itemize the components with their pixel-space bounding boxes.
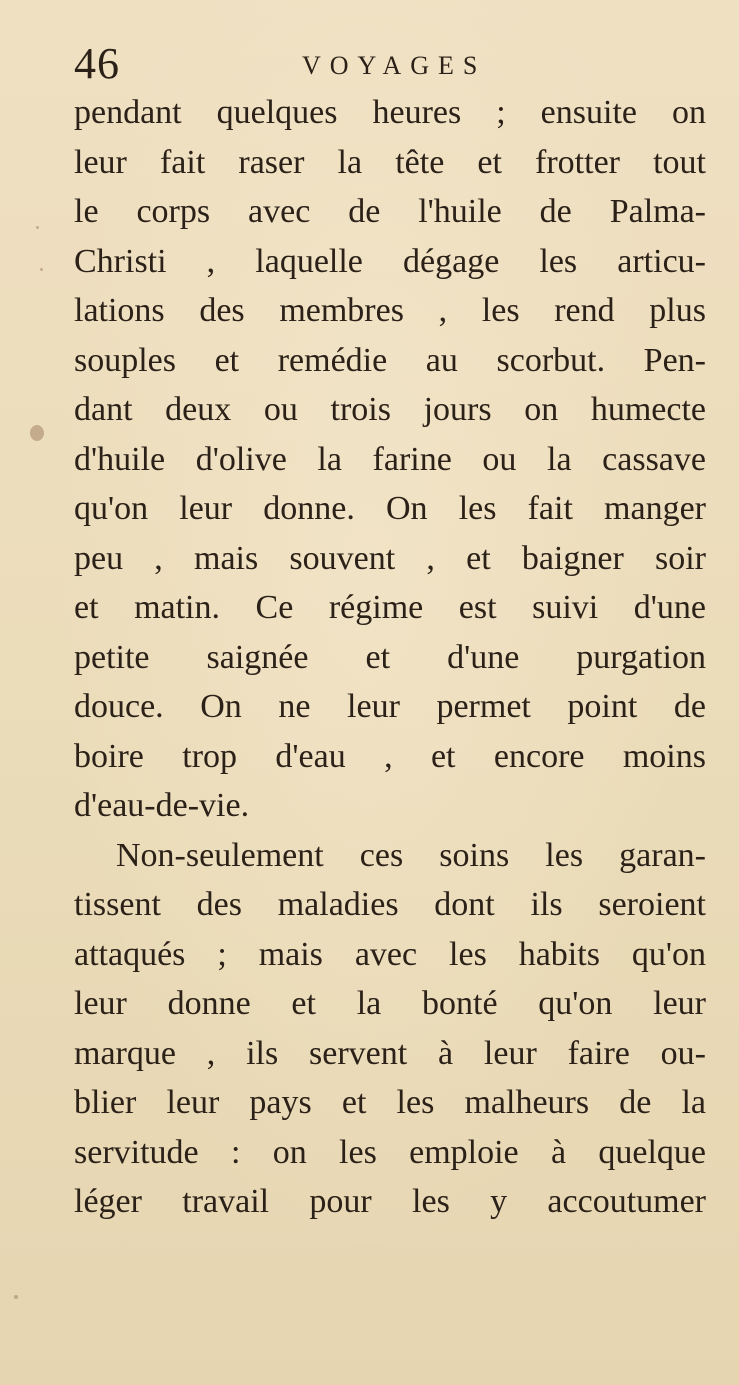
text-line: le corps avec de l'huile de Palma- <box>74 193 706 230</box>
text-line: lations des membres , les rend plus <box>74 292 706 329</box>
text-line: dant deux ou trois jours on humecte <box>74 391 706 428</box>
text-line: et matin. Ce régime est suivi d'une <box>74 589 706 626</box>
paper-spot <box>40 268 43 271</box>
text-line: attaqués ; mais avec les habits qu'on <box>74 935 706 973</box>
text-line: Christi , laquelle dégage les articu- <box>74 242 706 280</box>
text-line: Non-seulement ces soins les garan- <box>116 836 706 874</box>
text-line: peu , mais souvent , et baigner soir <box>74 539 706 577</box>
text-line: marque , ils servent à leur faire ou- <box>74 1034 706 1072</box>
body-text <box>74 88 706 1227</box>
text-line: leur donne et la bonté qu'on leur <box>74 985 706 1022</box>
text-line: d'eau-de-vie. <box>74 787 250 824</box>
text-line: blier leur pays et les malheurs de la <box>74 1084 706 1121</box>
text-line: souples et remédie au scorbut. Pen- <box>74 341 706 379</box>
text-line: boire trop d'eau , et encore moins <box>74 737 706 775</box>
page-number: 46 <box>74 39 120 88</box>
text-line: petite saignée et d'une purgation <box>74 638 706 676</box>
text-line: léger travail pour les y accoutumer <box>74 1183 706 1220</box>
running-title: VOYAGES <box>302 51 487 80</box>
text-line: leur fait raser la tête et frotter tout <box>74 143 706 181</box>
page-header <box>74 36 706 96</box>
text-line: tissent des maladies dont ils seroient <box>74 886 706 923</box>
paper-spot <box>36 226 39 229</box>
paper-spot <box>30 425 44 441</box>
text-line: d'huile d'olive la farine ou la cassave <box>74 440 706 478</box>
text-line: douce. On ne leur permet point de <box>74 688 706 725</box>
text-line: qu'on leur donne. On les fait manger <box>74 490 706 527</box>
paper-spot <box>14 1295 18 1299</box>
text-line: pendant quelques heures ; ensuite on <box>74 94 706 131</box>
text-line: servitude : on les emploie à quelque <box>74 1133 706 1171</box>
